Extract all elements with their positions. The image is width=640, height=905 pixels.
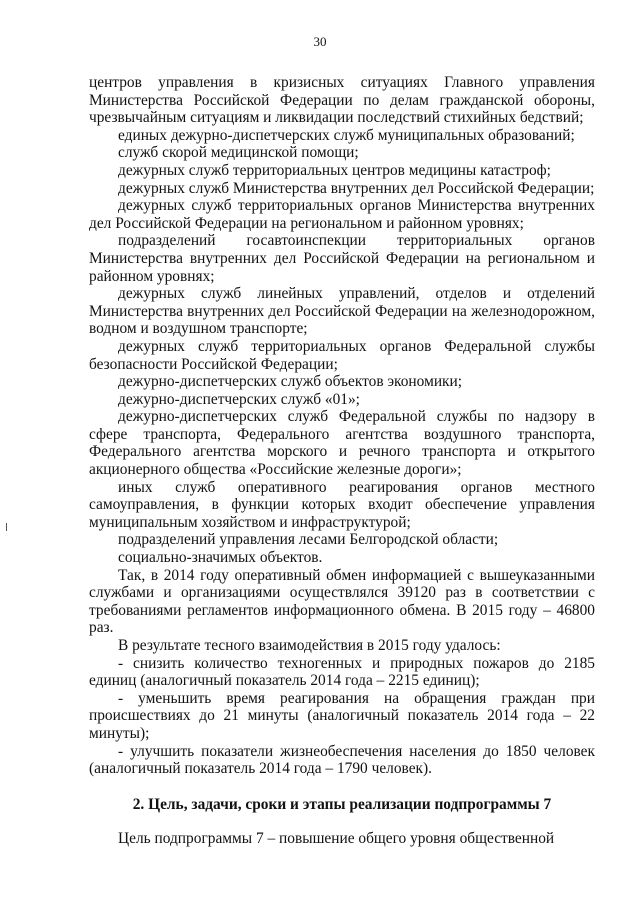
scan-margin-mark [6,523,7,531]
section-heading: 2. Цель, задачи, сроки и этапы реализации подпрограммы 7 [132,795,552,813]
paragraph: иных служб оперативного реагирования органов местного самоуправления, в функции которых входит обеспечение управления муниципальным хозяйством и инфраструктурой; [89,478,595,531]
paragraph: единых дежурно-диспетчерских служб муниципальных образований; [118,126,575,144]
paragraph: - уменьшить время реагирования на обращения граждан при происшествиях до 21 минуты (аналогичный показатель 2014 года – 22 минуты); [89,689,595,742]
paragraph: В результате тесного взаимодействия в 2015 году удалось: [118,637,501,654]
paragraph: служб скорой медицинской помощи; [118,144,359,162]
paragraph: - снизить количество техногенных и природных пожаров до 2185 единиц (аналогичный показатель 2014 года – 2215 единиц); [89,654,595,690]
paragraph: дежурных служб территориальных органов Министерства внутренних дел Российской Федерации на региональном и районном уровнях; [89,197,595,232]
paragraph: центров управления в кризисных ситуациях Главного управления Министерства Российской Федерации по делам гражданской обороны, чрезвычайным ситуациям и ликвидации последствий стихийных бедствий; [89,74,595,127]
paragraph: дежурно-диспетчерских служб «01»; [118,390,360,408]
paragraph: социально-значимых объектов. [118,549,323,567]
paragraph: подразделений управления лесами Белгородской области; [118,531,499,549]
document-body [89,74,595,848]
paragraph: дежурных служб Министерства внутренних дел Российской Федерации; [118,179,595,197]
paragraph: дежурных служб линейных управлений, отделов и отделений Министерства внутренних дел Российской Федерации на железнодорожном, водном и воздушном транспорте; [89,285,595,338]
paragraph: Так, в 2014 году оперативный обмен информацией с вышеуказанными службами и организациями осуществлялся 39120 раз в соответствии с требованиями регламентов информационного обмена. В 2015 году – 46800 раз. [89,566,595,637]
paragraph: - улучшить показатели жизнеобеспечения населения до 1850 человек (аналогичный показатель 2014 года – 1790 человек). [89,742,595,778]
paragraph: подразделений госавтоинспекции территориальных органов Министерства внутренних дел Российской Федерации на региональном и районном уровнях; [89,232,595,285]
paragraph: Цель подпрограммы 7 – повышение общего уровня общественной [118,830,555,848]
paragraph: дежурных служб территориальных центров медицины катастроф; [118,161,551,179]
paragraph: дежурно-диспетчерских служб объектов экономики; [118,373,463,391]
page-number: 30 [313,34,327,49]
paragraph: дежурных служб территориальных органов Федеральной службы безопасности Российской Федерации; [89,337,595,373]
paragraph: дежурно-диспетчерских служб Федеральной службы по надзору в сфере транспорта, Федерального агентства воздушного транспорта, Федерального агентства морского и речного транспорта и открытого акционерного общества «Российские железные дороги»; [89,408,595,479]
